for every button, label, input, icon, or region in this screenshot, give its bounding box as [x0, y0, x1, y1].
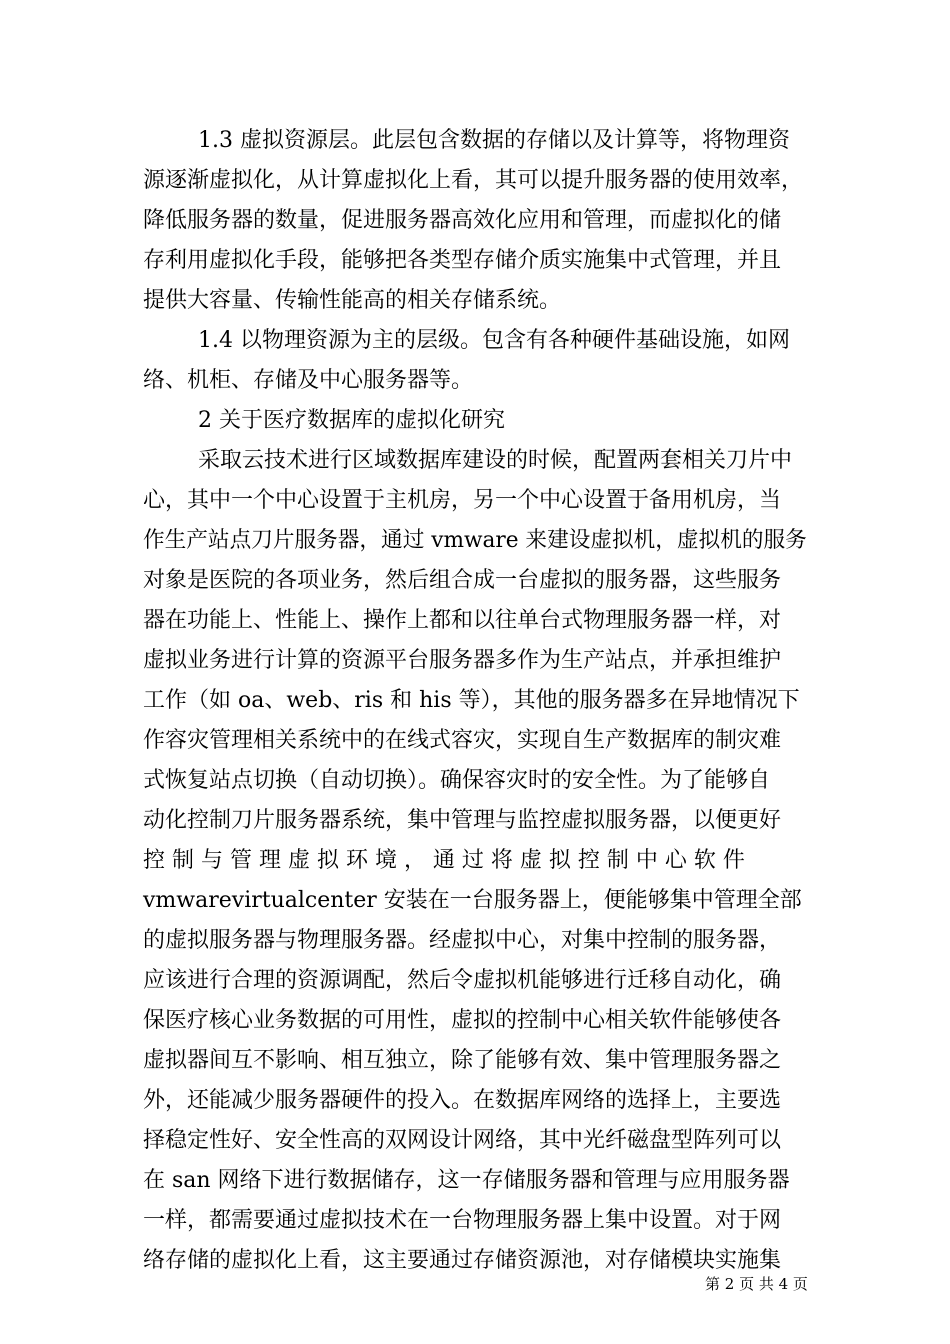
paragraph-line: 虚拟业务进行计算的资源平台服务器多作为生产站点，并承担维护 [143, 648, 782, 673]
paragraph-line: 1.3 虚拟资源层。此层包含数据的存储以及计算等，将物理资 [198, 128, 790, 153]
paragraph-line: 源逐渐虚拟化，从计算虚拟化上看，其可以提升服务器的使用效率， [143, 168, 804, 193]
paragraph-line: 式恢复站点切换（自动切换）。确保容灾时的安全性。为了能够自 [143, 768, 771, 793]
paragraph-line: 络、机柜、存储及中心服务器等。 [143, 368, 474, 393]
paragraph-line: 存利用虚拟化手段，能够把各类型存储介质实施集中式管理，并且 [143, 248, 782, 273]
paragraph-line: 作生产站点刀片服务器，通过 vmware 来建设虚拟机，虚拟机的服务 [143, 528, 807, 553]
page-number: 第 2 页 共 4 页 [705, 1275, 808, 1293]
paragraph-line: 提供大容量、传输性能高的相关存储系统。 [143, 288, 562, 313]
paragraph-line: 虚拟器间互不影响、相互独立，除了能够有效、集中管理服务器之 [143, 1048, 782, 1073]
paragraph-line: 络存储的虚拟化上看，这主要通过存储资源池，对存储模块实施集 [143, 1248, 782, 1273]
paragraph-line: 的虚拟服务器与物理服务器。经虚拟中心，对集中控制的服务器， [143, 928, 782, 953]
paragraph-line: 器在功能上、性能上、操作上都和以往单台式物理服务器一样，对 [143, 608, 782, 633]
paragraph-line: vmwarevirtualcenter 安装在一台服务器上，便能够集中管理全部 [143, 888, 802, 913]
paragraph-line: 降低服务器的数量，促进服务器高效化应用和管理，而虚拟化的储 [143, 208, 782, 233]
paragraph-line: 对象是医院的各项业务，然后组合成一台虚拟的服务器，这些服务 [143, 568, 782, 593]
paragraph-line: 外，还能减少服务器硬件的投入。在数据库网络的选择上，主要选 [143, 1088, 782, 1113]
paragraph-line: 控 制 与 管 理 虚 拟 环 境 ， 通 过 将 虚 拟 控 制 中 心 软 件 [143, 848, 745, 873]
paragraph-line: 采取云技术进行区域数据库建设的时候，配置两套相关刀片中 [198, 448, 793, 473]
paragraph-line: 保医疗核心业务数据的可用性，虚拟的控制中心相关软件能够使各 [143, 1008, 782, 1033]
paragraph-line: 择稳定性好、安全性高的双网设计网络，其中光纤磁盘型阵列可以 [143, 1128, 782, 1153]
paragraph-line: 动化控制刀片服务器系统，集中管理与监控虚拟服务器，以便更好 [143, 808, 782, 833]
paragraph-line: 工作（如 oa、web、ris 和 his 等），其他的服务器多在异地情况下 [143, 688, 800, 713]
paragraph-line: 应该进行合理的资源调配，然后令虚拟机能够进行迁移自动化，确 [143, 968, 782, 993]
paragraph-line: 一样，都需要通过虚拟技术在一台物理服务器上集中设置。对于网 [143, 1208, 782, 1233]
paragraph-line: 心，其中一个中心设置于主机房，另一个中心设置于备用机房，当 [143, 488, 782, 513]
paragraph-line: 1.4 以物理资源为主的层级。包含有各种硬件基础设施，如网 [198, 328, 790, 353]
paragraph-line: 在 san 网络下进行数据储存，这一存储服务器和管理与应用服务器 [143, 1168, 790, 1193]
section-heading: 2 关于医疗数据库的虚拟化研究 [198, 408, 505, 433]
paragraph-line: 作容灾管理相关系统中的在线式容灾，实现自生产数据库的制灾难 [143, 728, 782, 753]
